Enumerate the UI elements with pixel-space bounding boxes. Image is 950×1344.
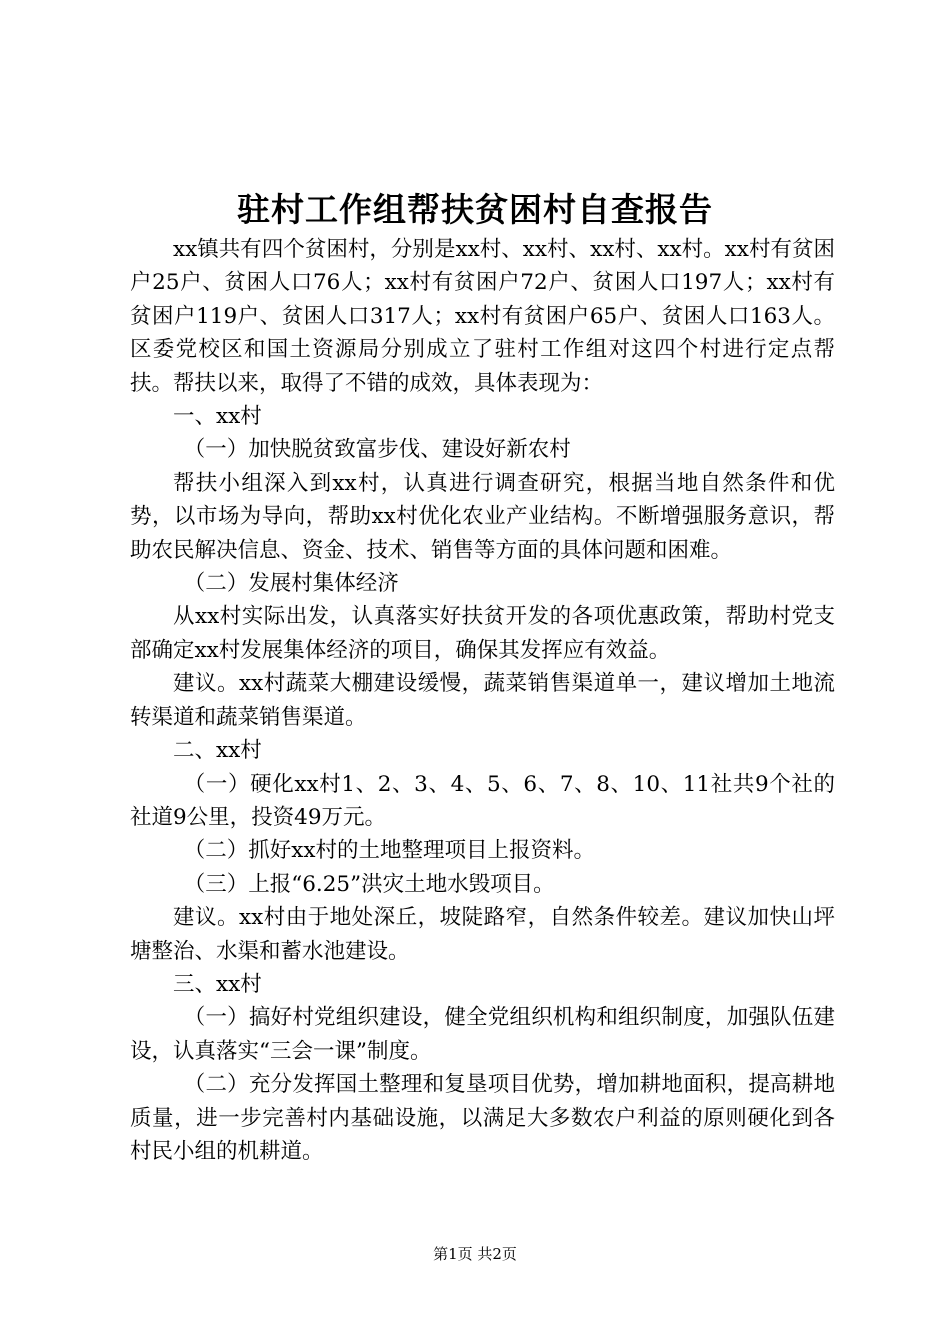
- list-item: （一）搞好村党组织建设，健全党组织机构和组织制度，加强队伍建设，认真落实“三会一课”制度。: [130, 1005, 835, 1064]
- subsection-heading-1-1: （一）加快脱贫致富步伐、建设好新农村: [183, 437, 571, 463]
- list-item: （一）硬化xx村1、2、3、4、5、6、7、8、10、11社共9个社的社道9公里，投资49万元。: [130, 771, 835, 830]
- list-item: （三）上报“6.25”洪灾土地水毁项目。: [183, 871, 555, 897]
- paragraph-intro: xx镇共有四个贫困村，分别是xx村、xx村、xx村、xx村。xx村有贫困户25户、贫困人口76人；xx村有贫困户72户、贫困人口197人；xx村有贫困户119户、贫困人口317人；xx村有贫困户65户、贫困人口163人。区委党校区和国土资源局分别成立了驻村工作组对这四个村进行定点帮扶。帮扶以来，取得了不错的成效，具体表现为：: [130, 237, 835, 396]
- list-item: （二）充分发挥国土整理和复垦项目优势，增加耕地面积，提高耕地质量，进一步完善村内基础设施，以满足大多数农户利益的原则硬化到各村民小组的机耕道。: [130, 1072, 835, 1164]
- section-heading-1: 一、xx村: [173, 404, 262, 430]
- suggestion-paragraph: 建议。xx村由于地处深丘，坡陡路窄，自然条件较差。建议加快山坪塘整治、水渠和蓄水池建设。: [130, 905, 835, 964]
- paragraph: 从xx村实际出发，认真落实好扶贫开发的各项优惠政策，帮助村党支部确定xx村发展集体经济的项目，确保其发挥应有效益。: [130, 604, 835, 663]
- subsection-heading-1-2: （二）发展村集体经济: [183, 571, 399, 597]
- section-heading-2: 二、xx村: [173, 738, 262, 764]
- section-heading-3: 三、xx村: [173, 971, 262, 997]
- list-item: （二）抓好xx村的土地整理项目上报资料。: [183, 838, 596, 864]
- page-footer: 第1页 共2页: [433, 1245, 517, 1263]
- page-title: 驻村工作组帮扶贫困村自查报告: [237, 190, 713, 229]
- paragraph: 帮扶小组深入到xx村，认真进行调查研究，根据当地自然条件和优势，以市场为导向，帮助xx村优化农业产业结构。不断增强服务意识，帮助农民解决信息、资金、技术、销售等方面的具体问题和困难。: [130, 470, 835, 563]
- document-body: [130, 233, 835, 1168]
- suggestion-paragraph: 建议。xx村蔬菜大棚建设缓慢，蔬菜销售渠道单一，建议增加土地流转渠道和蔬菜销售渠道。: [130, 671, 835, 730]
